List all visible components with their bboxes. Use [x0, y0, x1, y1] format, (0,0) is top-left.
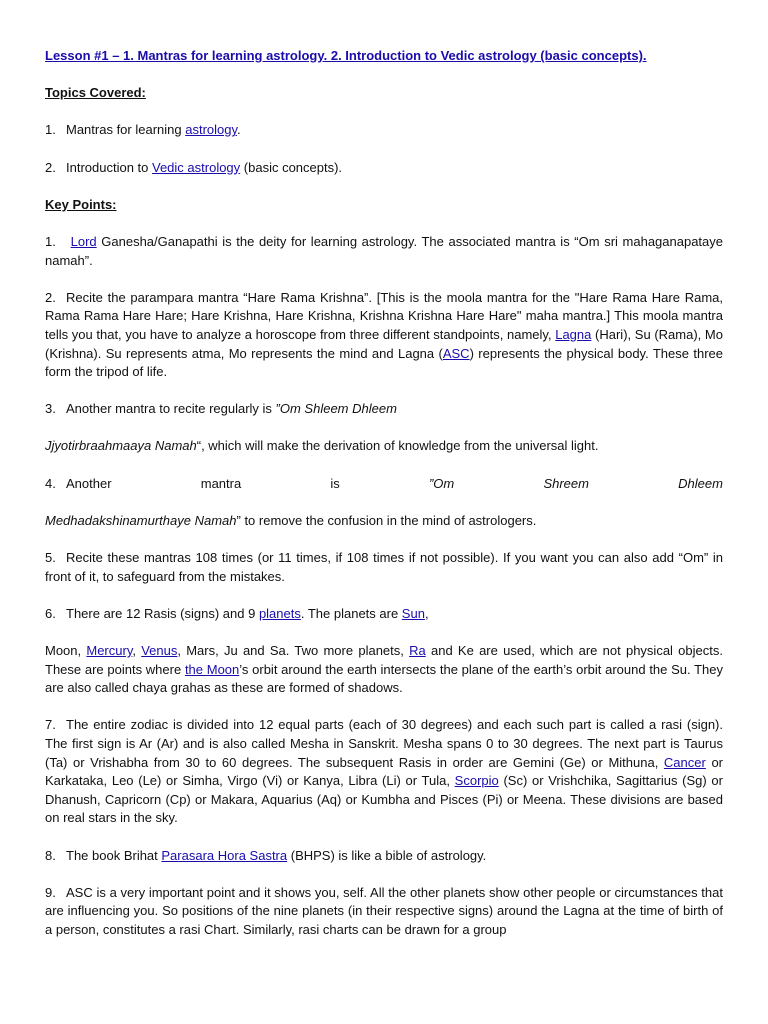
- key-point-3: 3. Another mantra to recite regularly is ”Om Shleem Dhleem: [45, 401, 397, 417]
- asc-link[interactable]: ASC: [442, 345, 470, 361]
- key-point-9: 9. ASC is a very important point and it shows you, self. All the other planets show other people or circumstances that are influencing you. So positions of the nine planets (in their respective signs) around the Lagna at the time of birth of a person, constitutes a rasi Chart. Similarly, rasi charts can be drawn for a group: [45, 884, 723, 937]
- key-point-8: 8. The book Brihat Parasara Hora Sastra (BHPS) is like a bible of astrology.: [45, 847, 487, 863]
- cancer-link[interactable]: Cancer: [663, 754, 706, 770]
- key-point-4: 4. Another mantra is ”Om Shreem Dhleem: [45, 475, 723, 491]
- key-point-1: 1. Lord Ganesha/Ganapathi is the deity for learning astrology. The associated mantra is “Om sri mahaganapatayе namah”.: [45, 233, 723, 268]
- key-point-3-continued: Jjyotirbraahmaaya Namah“, which will make the derivation of knowledge from the universal light.: [45, 438, 599, 454]
- lagna-link[interactable]: Lagna: [555, 326, 592, 342]
- key-point-2: 2. Recite the parampara mantra “Hare Rama Krishna”. [This is the moola mantra for the "Hare Rama Hare Rama, Rama Rama Hare Hare; Hare Krishna, Hare Krishna, Krishna Krishna Hare Hare" maha mantra.] This moola mantra tells you that, you have to analyze a horoscope from three different standpoints, namely, Lagna (Hari), Su (Rama), Mo (Krishna). Su represents atma, Mo represents the mind and Lagna (ASC) represents the physical body. These three form the tripod of life.: [45, 289, 723, 380]
- ra-link[interactable]: Ra: [409, 643, 426, 658]
- mercury-link[interactable]: Mercury: [86, 643, 133, 658]
- topic-item-1: 1. Mantras for learning astrology.: [45, 122, 241, 138]
- key-point-6-continued: Moon, Mercury, Venus, Mars, Ju and Sa. Two more planets, Ra and Ke are used, which are not physical objects. These are points where the Moon’s orbit around the earth intersects the plane of the earth’s orbit around the Su. They are also called chaya grahas as these are formed of shadows.: [45, 643, 724, 696]
- key-points-heading: Key Points:: [45, 196, 117, 212]
- topics-heading: Topics Covered:: [45, 85, 146, 101]
- key-point-7: 7. The entire zodiac is divided into 12 equal parts (each of 30 degrees) and each such part is called a rasi (sign). The first sign is Ar (Ar) and is also called Mesha in Sanskrit. Mesha spans 0 to 30 degrees. The next part is Taurus (Ta) or Vrishabha from 30 to 60 degrees. The subsequent Rasis in order are Gemini (Ge) or Mithuna, Cancer or Karkataka, Leo (Le) or Simha, Virgo (Vi) or Kanya, Libra (Li) or Tula, Scorpio (Sc) or Vrishchika, Sagittarius (Sg) or Dhanush, Capricorn (Cp) or Makara, Aquarius (Aq) or Kumbha and Pisces (Pi) or Meena. These divisions are based on real stars in the sky.: [45, 717, 724, 826]
- topic-item-2: 2. Introduction to Vedic astrology (basic concepts).: [45, 159, 343, 175]
- key-point-5: 5. Recite these mantras 108 times (or 11 times, if 108 times if not possible). If you want you can also add “Om” in front of it, to safeguard from the mistakes.: [45, 550, 723, 584]
- sun-link[interactable]: Sun: [401, 605, 425, 621]
- key-point-6: 6. There are 12 Rasis (signs) and 9 planets. The planets are Sun,: [45, 605, 429, 621]
- venus-link[interactable]: Venus: [141, 643, 178, 658]
- astrology-link[interactable]: astrology: [185, 122, 238, 138]
- the-moon-link[interactable]: the Moon: [184, 661, 240, 677]
- scorpio-link[interactable]: Scorpio: [454, 773, 499, 789]
- lesson-title[interactable]: Lesson #1 – 1. Mantras for learning astrology. 2. Introduction to Vedic astrology (basic concepts).: [45, 48, 647, 63]
- lord-link[interactable]: Lord: [70, 233, 97, 249]
- vedic-astrology-link[interactable]: Vedic astrology: [152, 159, 241, 175]
- key-point-4-continued: Medhadakshinamurthaye Namah” to remove the confusion in the mind of astrologers.: [45, 512, 537, 528]
- planets-link[interactable]: planets: [258, 605, 301, 621]
- parasara-hora-sastra-link[interactable]: Parasara Hora Sastra: [161, 847, 288, 863]
